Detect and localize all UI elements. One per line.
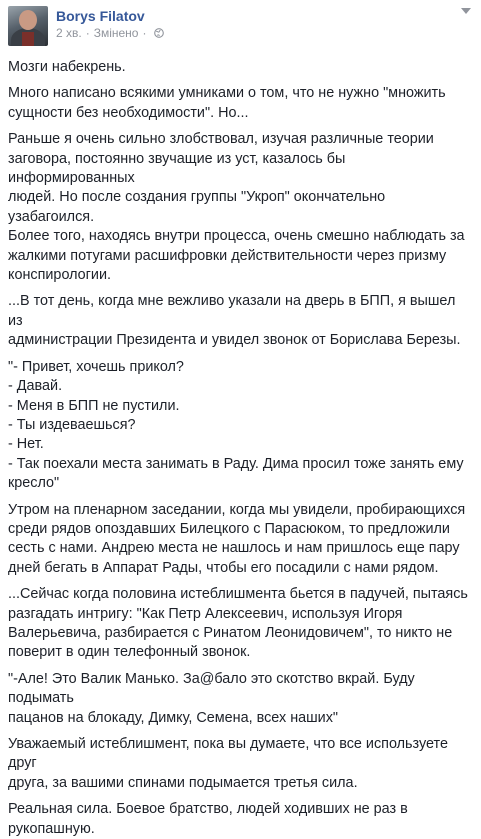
avatar[interactable]: [8, 6, 48, 46]
post-paragraph: Реальная сила. Боевое братство, людей ходивших не раз в рукопашную.: [8, 801, 408, 837]
post-paragraph: Раньше я очень сильно злобствовал, изучая различные теории заговора, постоянно звучащие из уст, казалось бы информированных людей. Но после создания группы "Укроп" окончательно узабагоился. Более того, находясь внутри процесса, очень смешно наблюдать за жалкими потугами расшифровки действительности через призму конспирологии.: [8, 131, 465, 284]
post-paragraph: ...Сейчас когда половина истеблишмента бьется в падучей, пытаясь разгадать интригу: "Как Петр Алексеевич, используя Игоря Валерьевича, разбирается с Ринатом Леонидовичем", то никто не поверит в один телефонный звонок.: [8, 586, 468, 661]
edited-label[interactable]: Змінено: [93, 26, 139, 40]
separator: ·: [85, 26, 90, 40]
globe-icon[interactable]: [154, 28, 164, 38]
post-meta: [56, 6, 164, 41]
post-paragraph: "-Але! Это Валик Манько. За@бало это скотство вкрай. Буду подымать пацанов на блокаду, Димку, Семена, всех наших": [8, 670, 415, 726]
post-paragraph: "- Привет, хочешь прикол? - Давай. - Меня в БПП не пустили. - Ты издеваешься? - Нет. - Так поехали места занимать в Раду. Дима просил тоже занять ему кресло": [8, 358, 464, 492]
post-time[interactable]: 2 хв.: [56, 26, 82, 40]
post-paragraph: Много написано всякими умниками о том, что не нужно "множить сущности без необходимости". Но...: [8, 85, 446, 121]
post-paragraph: Уважаемый истеблишмент, пока вы думаете, что все используете друг друга, за вашими спинами подымается третья сила.: [8, 736, 448, 791]
post-body: [8, 58, 473, 839]
separator: ·: [142, 26, 147, 40]
chevron-down-icon[interactable]: [461, 8, 471, 14]
post-paragraph: Утром на пленарном заседании, когда мы увидели, пробирающихся среди рядов опоздавших Билецкого с Парасюком, то предложили сесть с нами. Андрею места не нашлось и нам пришлось еще пару дней бегать в Аппарат Рады, чтобы его посадили с нами рядом.: [8, 501, 466, 576]
post-paragraph: Мозги набекрень.: [8, 59, 126, 75]
post-subline: [56, 25, 164, 41]
post-paragraph: ...В тот день, когда мне вежливо указали на дверь в БПП, я вышел из администрации Президента и увидел звонок от Бориславa Березы.: [8, 293, 461, 349]
author-name[interactable]: Borys Filatov: [56, 8, 145, 24]
post-header: [8, 6, 473, 58]
